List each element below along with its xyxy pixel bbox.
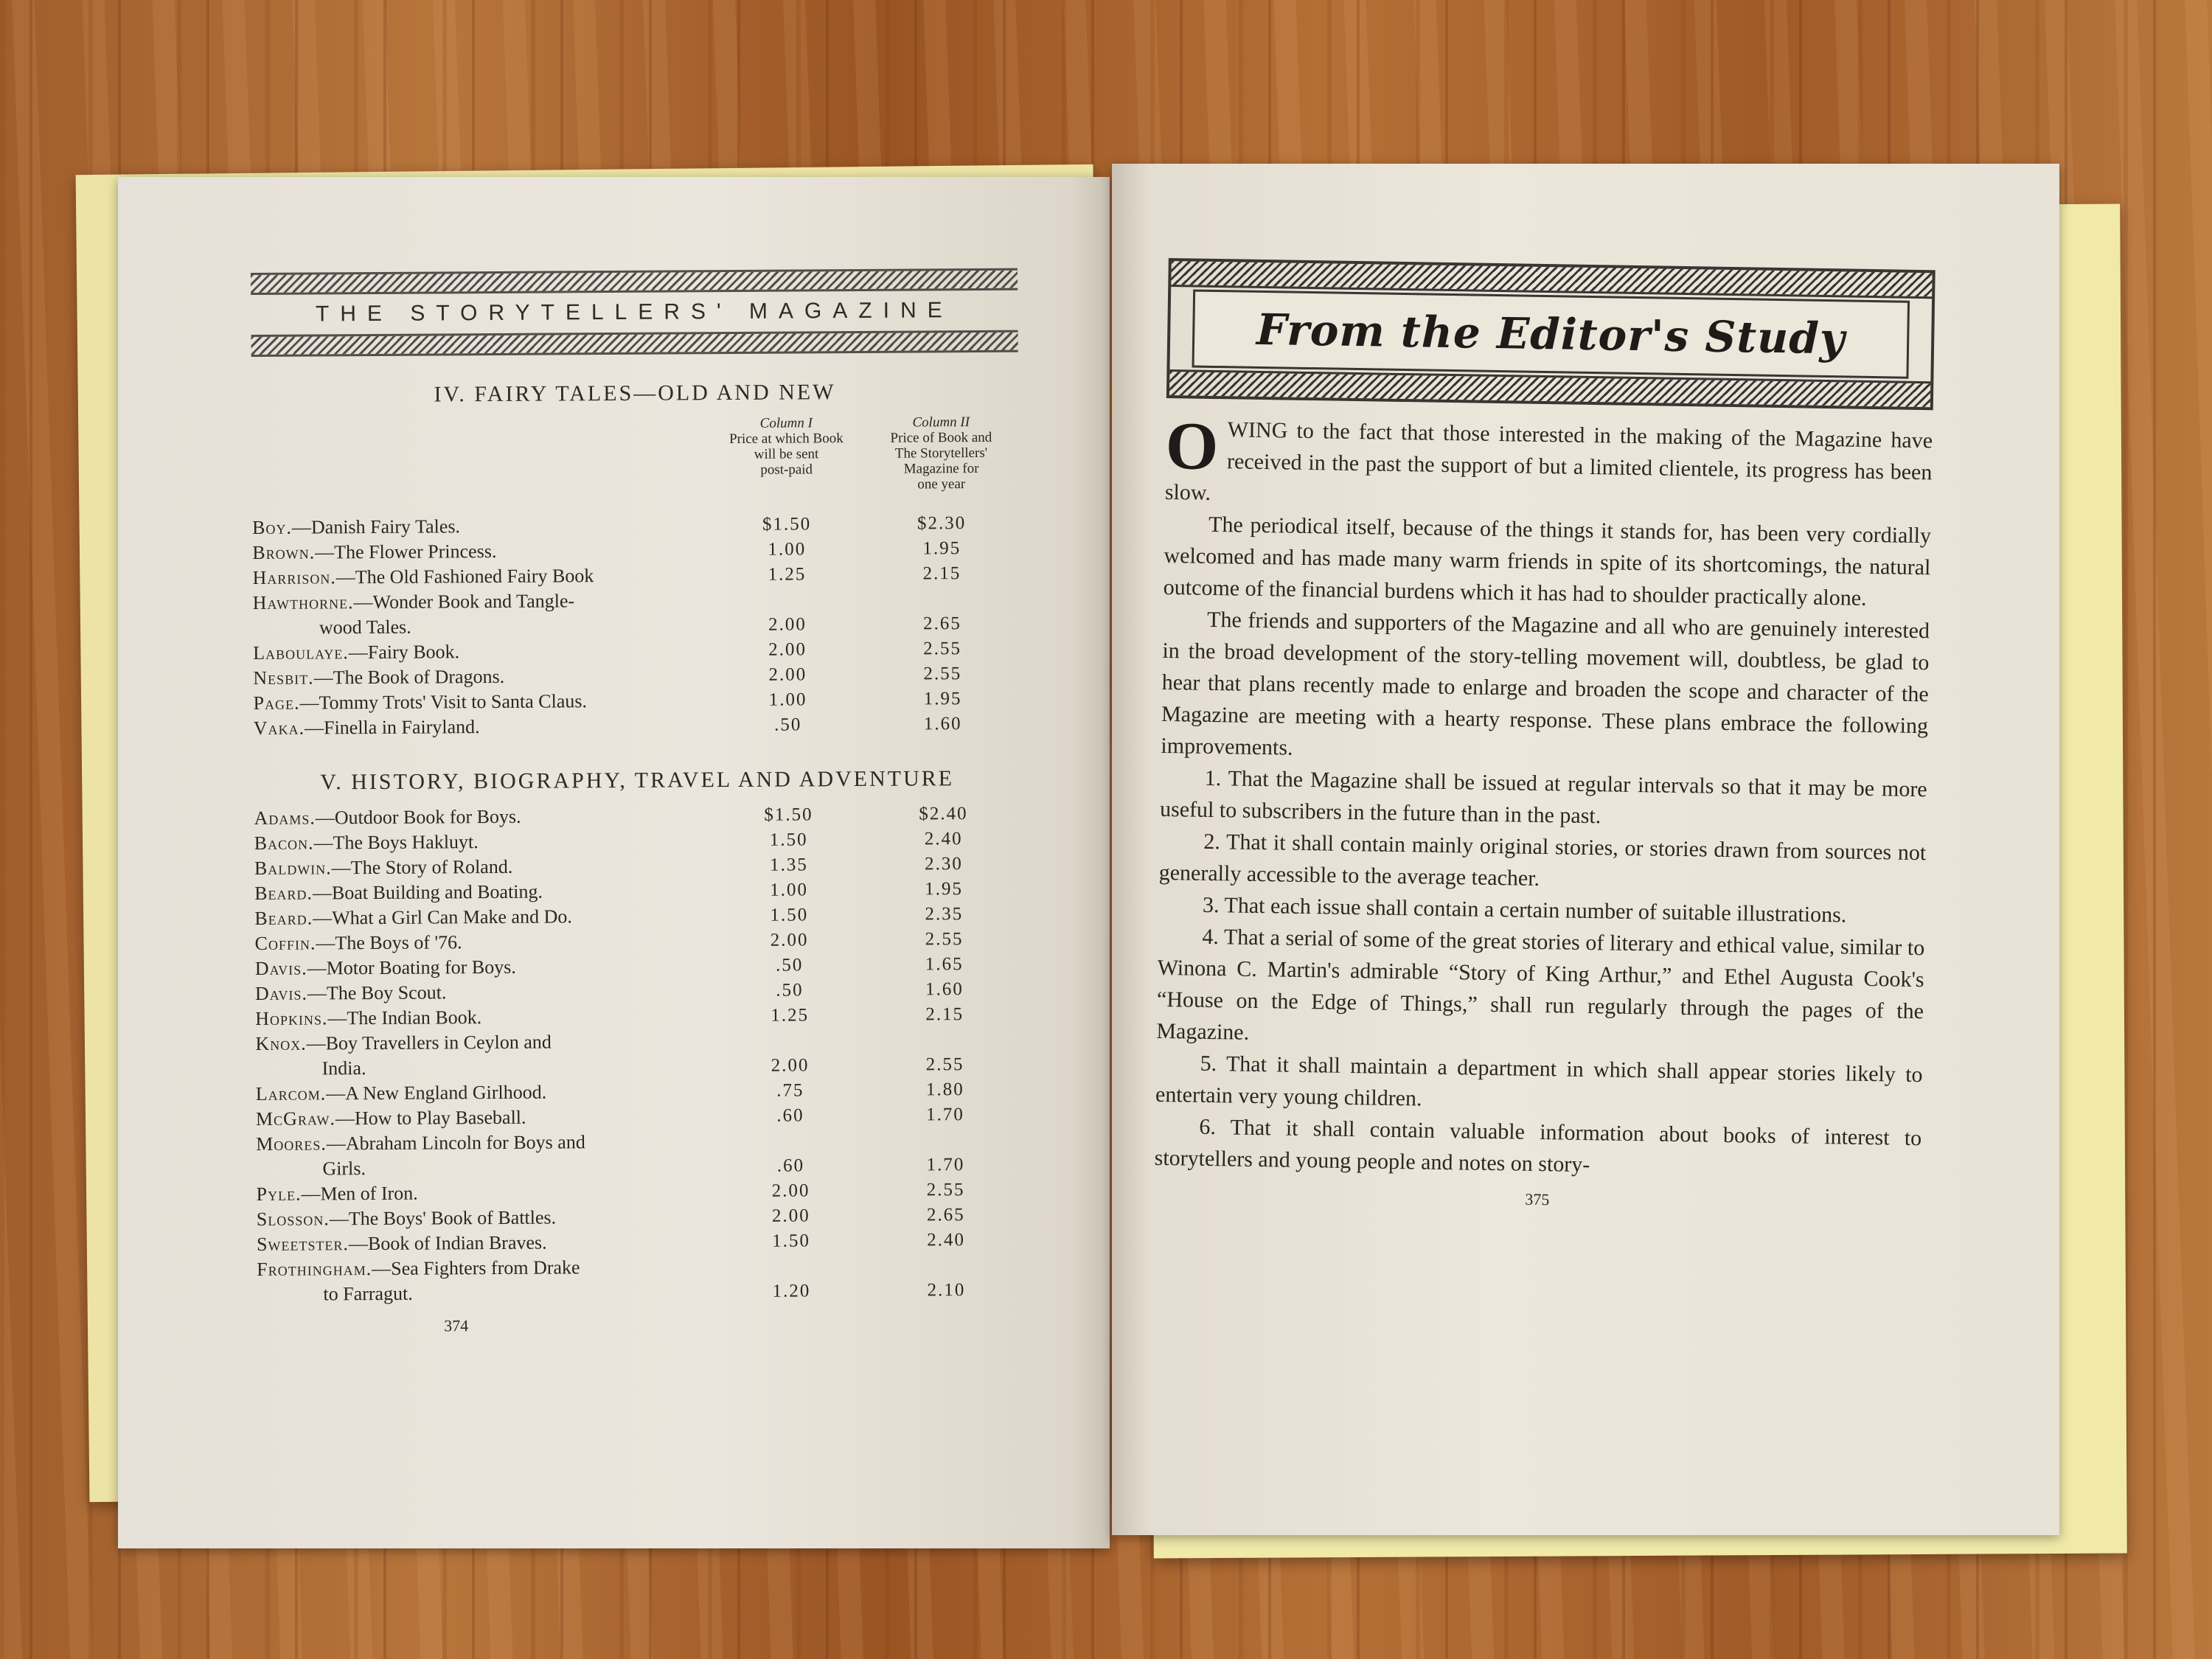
price-with-magazine: 2.55 [923,664,962,684]
price-with-magazine: 1.95 [922,538,961,559]
price-postpaid: .60 [776,1105,804,1126]
book-title [255,953,712,981]
editor-title-frame [1166,258,1935,410]
book-title-text: —Danish Fairy Tales. [291,515,461,538]
book-author: Adams. [254,807,316,829]
book-title [253,588,710,641]
book-author: Sweetster. [256,1233,349,1255]
book-row [255,1002,1022,1032]
price-with-magazine: 1.80 [925,1079,964,1100]
book-author: Davis. [254,982,308,1004]
price-postpaid: .75 [776,1080,804,1101]
book-title [253,688,710,716]
book-row [256,1127,1023,1182]
price-postpaid: 1.20 [772,1281,811,1301]
book-title [256,1104,713,1132]
book-row [252,561,1019,591]
drop-cap: O [1165,407,1220,484]
price-with-magazine: 2.55 [926,1180,965,1200]
book-title [253,638,710,666]
book-title-text: —The Boys' Book of Battles. [329,1206,557,1230]
page-number-left: 374 [444,1316,469,1335]
book-row [255,1027,1022,1082]
price-postpaid: 1.35 [769,855,808,875]
book-author: Beard. [254,907,313,929]
price-with-magazine: 1.95 [925,879,964,900]
price-with-magazine: 1.70 [926,1155,965,1175]
price-postpaid: 1.25 [768,564,807,585]
book-title-text: —A New England Girlhood. [326,1081,547,1105]
price-postpaid: 1.50 [770,905,809,925]
book-author: Beard. [254,882,313,904]
book-author: Coffin. [254,932,316,954]
price-with-magazine: 1.60 [925,979,964,1000]
book-title-continuation: India. [321,1057,366,1079]
book-title-text: —The Boys Hakluyt. [313,831,479,854]
price-with-magazine: 1.70 [926,1105,964,1125]
book-title [254,803,711,831]
price-with-magazine: 2.10 [927,1280,966,1301]
price-postpaid: 2.00 [768,664,807,685]
book-author: Laboulaye. [253,641,349,664]
editorial-paragraph: 2. That it shall contain mainly original stories, or stories drawn from sources not generally accessible to the average teacher. [1158,829,1927,891]
book-title-text: —The Story of Roland. [331,855,513,879]
price-with-magazine: 2.35 [925,904,964,925]
price-with-magazine: 2.65 [922,613,961,634]
book-row [257,1253,1023,1307]
book-author: Baldwin. [254,857,332,879]
book-title-continuation: wood Tales. [319,616,411,639]
book-title-text: —Boy Travellers in Ceylon and [306,1031,552,1054]
price-with-magazine: $2.30 [917,513,967,534]
book-title-text: —The Boys of '76. [316,931,462,954]
book-title-text: —The Book of Dragons. [313,665,505,689]
book-author: Nesbit. [253,667,314,689]
book-title [254,903,712,931]
book-title-text: —Abraham Lincoln for Boys and [326,1131,585,1155]
editorial-paragraph: The periodical itself, because of the things it stands for, has been very cordially welcomed and has made many warm friends in spite of its shortcomings, the natural outcome of the financial burdens which it has had to shoulder practically alone. [1163,512,1932,611]
right-page-content [1150,251,1935,1413]
price-postpaid: .50 [776,955,804,975]
book-author: Bacon. [254,832,314,854]
price-postpaid: 1.50 [769,830,808,850]
book-title [254,928,712,956]
book-title [257,1229,714,1257]
top-ornament-band [251,268,1018,295]
editorial-paragraph: 4. That a serial of some of the great stories of literary and ethical value, similar to Winona C. Martin's admirable “Story of King Arthur,” and Ethel Augusta Cook's “House on the Edge of Things,” shall run regularly through the pages of the Magazine. [1156,924,1925,1045]
book-title [257,1254,714,1307]
book-author: Page. [253,692,300,714]
book-title-continuation: to Farragut. [323,1282,413,1305]
book-title [255,978,712,1006]
book-title-text: —Finella in Fairyland. [304,716,480,739]
first-paragraph: O WING to the fact that those interested in the making of the Magazine have received in the past the support of but a limited clientele, its progress has been slow. [1164,407,1933,505]
editor-title: From the Editor's Study [1256,304,1846,364]
price-with-magazine: 2.40 [927,1230,965,1251]
book-author: Larcom. [255,1082,327,1105]
book-title [257,1204,714,1232]
book-author: Moores. [256,1133,327,1155]
editorial-paragraph: 3. That each issue shall contain a certain number of suitable illustrations. [1202,892,1847,928]
editorial-paragraph: 5. That it shall maintain a department in which shall appear stories likely to entertain very young children. [1155,1051,1923,1111]
book-row [256,1102,1023,1132]
book-title [254,828,712,856]
book-title [254,878,712,906]
price-with-magazine: 2.55 [925,929,964,950]
book-title [253,663,710,691]
book-title [254,713,711,741]
book-title-text: —The Indian Book. [327,1006,482,1029]
price-postpaid: 2.00 [768,639,807,660]
price-postpaid: 1.00 [768,539,807,560]
book-title [255,1029,712,1082]
history-travel-list [254,801,1023,1307]
book-title [252,563,709,591]
book-title-text: —Book of Indian Braves. [348,1231,547,1255]
book-title-text: —Outdoor Book for Boys. [315,805,521,829]
price-postpaid: .50 [776,980,804,1001]
book-title-text: —Motor Boating for Boys. [307,956,516,979]
price-postpaid: .60 [776,1155,805,1176]
editor-title-panel [1192,290,1910,379]
book-author: Pyle. [256,1183,302,1205]
book-title-text: —Sea Fighters from Drake [372,1256,580,1280]
book-author: Knox. [255,1032,307,1054]
book-title-text: —The Old Fashioned Fairy Book [335,565,594,588]
price-postpaid: 1.00 [770,880,809,900]
paragraph-list [1154,508,1931,1186]
column-1-header: Column I Price at which Book will be sent post-paid [729,415,844,478]
price-postpaid: 1.00 [768,689,807,710]
book-author: Davis. [254,957,307,979]
column-headers [251,414,1019,496]
book-title-text: —Boat Building and Boating. [312,880,543,904]
book-title-text: —Fairy Book. [348,641,460,664]
book-title-text: —The Flower Princess. [315,540,497,563]
book-author: McGraw. [255,1107,336,1130]
book-title-text: —How to Play Baseball. [335,1106,526,1130]
book-title [256,1129,713,1182]
price-with-magazine: 2.40 [924,829,963,849]
book-title [254,853,712,881]
book-title-text: —What a Girl Can Make and Do. [313,905,572,929]
book-row [254,712,1020,741]
page-number-right: 375 [1525,1189,1550,1209]
book-title [255,1004,712,1032]
price-postpaid: $1.50 [764,804,813,825]
book-title [252,512,709,540]
book-author: Boy. [252,516,293,538]
price-postpaid: 2.00 [768,614,807,635]
book-row [257,1228,1023,1257]
price-postpaid: 2.00 [771,1055,810,1076]
editorial-body [1154,407,1933,1186]
book-title [256,1079,713,1107]
price-with-magazine: 1.95 [923,689,962,709]
book-title-text: —Men of Iron. [301,1182,418,1205]
book-title-text: —Wonder Book and Tangle- [353,590,575,613]
magazine-title: THE STORYTELLERS' MAGAZINE [315,298,953,327]
bottom-ornament-band [251,330,1018,357]
book-author: Hopkins. [255,1007,328,1029]
price-postpaid: 2.00 [770,930,809,950]
editorial-paragraph: 1. That the Magazine shall be issued at regular intervals so that it may be more useful to subscribers in the future than in the past. [1159,765,1927,829]
price-with-magazine: 2.65 [926,1205,965,1225]
price-with-magazine: 2.55 [925,1054,964,1075]
book-row [253,586,1020,641]
book-author: Slosson. [256,1208,330,1230]
book-title [257,1179,714,1207]
book-author: Brown. [252,541,316,563]
price-with-magazine: 2.15 [925,1004,964,1025]
book-author: Harrison. [252,566,336,588]
price-postpaid: 2.00 [771,1206,810,1226]
price-with-magazine: 2.30 [924,854,963,874]
price-postpaid: 1.50 [772,1231,810,1251]
price-postpaid: 1.25 [771,1005,810,1026]
price-postpaid: 2.00 [771,1180,810,1201]
fairy-tales-list [252,511,1020,741]
section-iv-heading: IV. FAIRY TALES—OLD AND NEW [434,380,836,407]
book-author: Vaka. [253,717,305,739]
book-title-continuation: Girls. [322,1158,366,1180]
book-title-text: —The Boy Scout. [307,981,447,1004]
book-title-text: —Tommy Trots' Visit to Santa Claus. [299,690,588,714]
book-author: Frothingham. [257,1258,372,1280]
price-with-magazine: $2.40 [919,804,968,824]
editorial-paragraph: The friends and supporters of the Magazine and all who are genuinely interested in the broad development of the story-telling movement will, doubtless, be glad to hear that plans recently made to enlarge and broaden the scope and character of the Magazine are meeting with a hearty response. These plans embrace the following improvements. [1161,607,1930,760]
section-v-heading: V. HISTORY, BIOGRAPHY, TRAVEL AND ADVENTURE [320,766,955,795]
price-with-magazine: 1.60 [923,714,962,734]
book-author: Hawthorne. [252,591,354,613]
column-2-header: Column II Price of Book and The Storytellers' Magazine for one year [890,414,992,493]
editorial-paragraph: 6. That it shall contain valuable information about books of interest to storytellers and young people and notes on story- [1154,1114,1922,1178]
price-postpaid: $1.50 [762,514,812,535]
price-postpaid: .50 [774,714,802,735]
price-with-magazine: 2.55 [923,639,962,659]
price-with-magazine: 1.65 [925,954,964,975]
book-title [252,538,709,566]
price-with-magazine: 2.15 [922,563,961,584]
left-page-content [251,268,1024,1408]
